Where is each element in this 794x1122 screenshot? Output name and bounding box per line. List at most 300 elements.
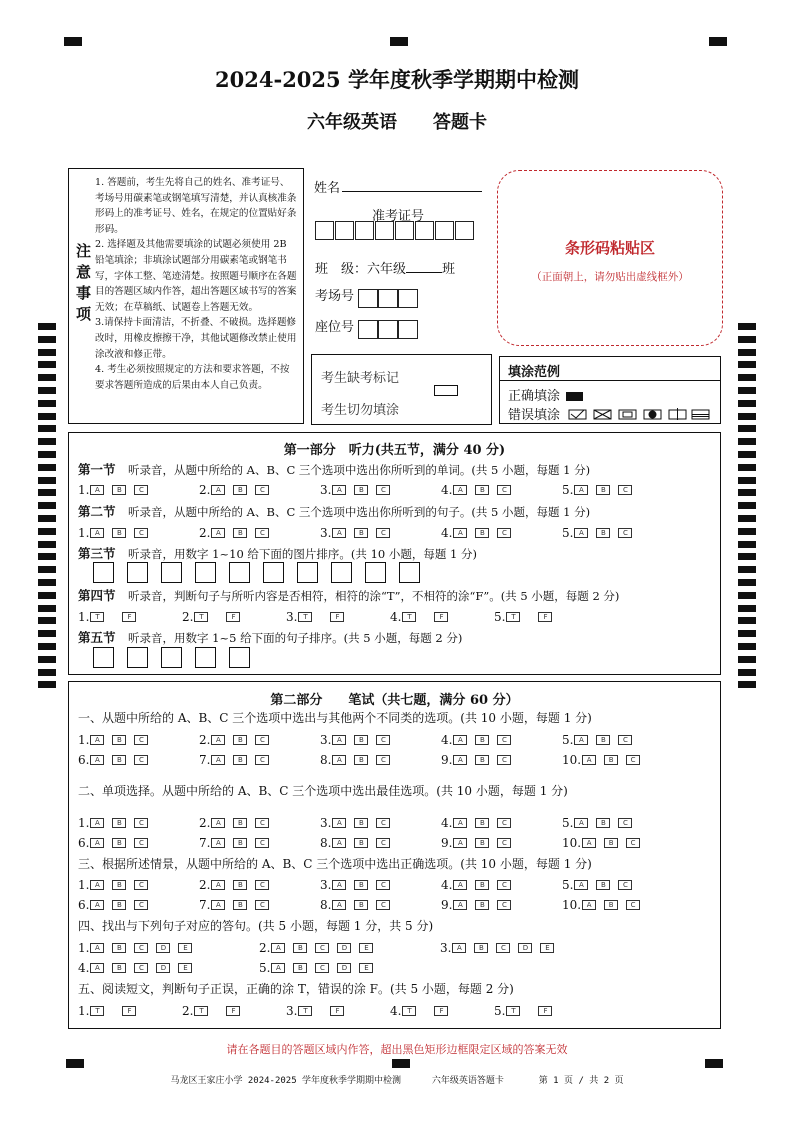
question-number: 2.	[199, 815, 211, 830]
question-item	[199, 752, 277, 767]
option-bubble-t[interactable]: T	[298, 612, 312, 622]
option-bubble-a[interactable]: A	[211, 838, 225, 848]
option-bubble-c[interactable]: C	[618, 880, 632, 890]
option-bubble-a[interactable]: A	[332, 900, 346, 910]
question-number: 4.	[78, 960, 90, 975]
option-bubble-a[interactable]: A	[211, 818, 225, 828]
option-bubble-a[interactable]: A	[332, 838, 346, 848]
option-bubble-b[interactable]: B	[354, 900, 368, 910]
option-bubble-c[interactable]: C	[497, 528, 511, 538]
option-bubble-a[interactable]: A	[574, 485, 588, 495]
option-bubble-b[interactable]: B	[475, 880, 489, 890]
timing-mark	[738, 592, 756, 599]
option-bubble-c[interactable]: C	[134, 963, 148, 973]
option-bubble-c[interactable]: C	[134, 943, 148, 953]
option-bubble-t[interactable]: T	[506, 612, 520, 622]
option-bubble-a[interactable]: A	[90, 963, 104, 973]
option-bubble-b[interactable]: B	[233, 755, 247, 765]
option-bubble-b[interactable]: B	[293, 963, 307, 973]
question-item	[78, 525, 156, 540]
option-bubble-c[interactable]: C	[376, 528, 390, 538]
question-number: 3.	[440, 940, 452, 955]
option-bubble-b[interactable]: B	[475, 755, 489, 765]
question-item	[78, 732, 156, 747]
option-bubble-b[interactable]: B	[233, 528, 247, 538]
option-bubble-b[interactable]: B	[596, 880, 610, 890]
option-bubble-c[interactable]: C	[618, 735, 632, 745]
option-bubble-c[interactable]: C	[497, 838, 511, 848]
option-bubble-d[interactable]: D	[337, 943, 351, 953]
order-box[interactable]	[195, 562, 216, 583]
timing-mark	[709, 37, 727, 46]
timing-mark	[738, 477, 756, 484]
timing-mark	[738, 617, 756, 624]
option-bubble-f[interactable]: F	[330, 612, 344, 622]
option-bubble-a[interactable]: A	[582, 755, 596, 765]
question-number: 1.	[78, 815, 90, 830]
question-number: 10.	[562, 897, 582, 912]
option-bubble-a[interactable]: A	[90, 485, 104, 495]
order-box[interactable]	[297, 562, 318, 583]
option-bubble-b[interactable]: B	[354, 485, 368, 495]
question-number: 6.	[78, 835, 90, 850]
option-bubble-b[interactable]: B	[112, 943, 126, 953]
barcode-title: 条形码粘贴区	[564, 239, 655, 257]
option-bubble-b[interactable]: B	[233, 880, 247, 890]
option-bubble-a[interactable]: A	[211, 528, 225, 538]
option-bubble-c[interactable]: C	[618, 485, 632, 495]
option-bubble-a[interactable]: A	[453, 838, 467, 848]
option-bubble-b[interactable]: B	[474, 943, 488, 953]
question-number: 5.	[259, 960, 271, 975]
p2-q5-instruction: 五、阅读短文，判断句子正误，正确的涂 T，错误的涂 F。(共 5 小题，每题 2 分)	[78, 982, 514, 996]
option-bubble-c[interactable]: C	[497, 900, 511, 910]
option-bubble-a[interactable]: A	[574, 880, 588, 890]
fill-example-box	[499, 356, 721, 424]
question-number: 8.	[320, 835, 332, 850]
filled-example-icon	[566, 392, 583, 401]
option-bubble-a[interactable]: A	[332, 818, 346, 828]
option-bubble-b[interactable]: B	[233, 900, 247, 910]
fill-example-title: 填涂范例	[508, 365, 561, 380]
timing-mark	[738, 643, 756, 650]
option-bubble-t[interactable]: T	[506, 1006, 520, 1016]
option-bubble-c[interactable]: C	[255, 485, 269, 495]
option-bubble-c[interactable]: C	[626, 900, 640, 910]
option-bubble-a[interactable]: A	[90, 838, 104, 848]
timing-mark	[390, 37, 408, 46]
order-box[interactable]	[365, 562, 386, 583]
question-item	[494, 609, 570, 624]
boundary-warning: 请在各题目的答题区域内作答，超出黑色矩形边框限定区域的答案无效	[226, 1043, 568, 1056]
timing-mark	[38, 566, 56, 573]
option-bubble-t[interactable]: T	[298, 1006, 312, 1016]
question-number: 10.	[562, 835, 582, 850]
option-bubble-a[interactable]: A	[90, 880, 104, 890]
order-box[interactable]	[195, 647, 216, 668]
absent-box	[311, 354, 492, 425]
question-number: 1.	[78, 1003, 90, 1018]
question-number: 3.	[286, 1003, 298, 1018]
timing-mark	[738, 656, 756, 663]
question-item	[441, 877, 519, 892]
question-item	[494, 1003, 570, 1018]
timing-mark	[738, 605, 756, 612]
option-bubble-b[interactable]: B	[112, 838, 126, 848]
option-bubble-b[interactable]: B	[475, 735, 489, 745]
option-bubble-a[interactable]: A	[453, 735, 467, 745]
option-bubble-b[interactable]: B	[596, 528, 610, 538]
option-bubble-a[interactable]: A	[211, 485, 225, 495]
absent-warn-label: 考生切勿填涂	[321, 403, 400, 418]
option-bubble-a[interactable]: A	[271, 963, 285, 973]
timing-mark	[38, 630, 56, 637]
option-bubble-b[interactable]: B	[354, 755, 368, 765]
option-bubble-c[interactable]: C	[376, 880, 390, 890]
option-bubble-b[interactable]: B	[475, 485, 489, 495]
option-bubble-c[interactable]: C	[376, 485, 390, 495]
question-number: 3.	[320, 732, 332, 747]
question-number: 4.	[390, 609, 402, 624]
option-bubble-f[interactable]: F	[434, 1006, 448, 1016]
option-bubble-c[interactable]: C	[497, 735, 511, 745]
p1-s3-boxes	[93, 562, 433, 583]
question-number: 4.	[390, 1003, 402, 1018]
timing-mark	[738, 425, 756, 432]
timing-mark	[738, 374, 756, 381]
timing-mark	[38, 643, 56, 650]
option-bubble-b[interactable]: B	[293, 943, 307, 953]
timing-mark	[38, 669, 56, 676]
page-subtitle: 六年级英语 答题卡	[307, 112, 487, 133]
option-bubble-c[interactable]: C	[376, 735, 390, 745]
option-bubble-c[interactable]: C	[255, 818, 269, 828]
question-item	[259, 960, 381, 975]
p1-s2-instruction: 第二节 听录音，从题中所给的 A、B、C 三个选项中选出你所听到的句子。(共 5 小题，每题 1 分)	[78, 504, 591, 519]
order-box[interactable]	[263, 562, 284, 583]
p1-s5-instruction: 第五节 听录音，用数字 1~5 给下面的句子排序。(共 5 小题，每题 2 分)	[78, 630, 463, 645]
option-bubble-t[interactable]: T	[194, 1006, 208, 1016]
option-bubble-b[interactable]: B	[596, 818, 610, 828]
option-bubble-c[interactable]: C	[134, 838, 148, 848]
timing-mark	[738, 336, 756, 343]
question-item	[78, 752, 156, 767]
option-bubble-d[interactable]: D	[337, 963, 351, 973]
option-bubble-b[interactable]: B	[233, 485, 247, 495]
question-item	[441, 835, 519, 850]
option-bubble-a[interactable]: A	[332, 880, 346, 890]
option-bubble-a[interactable]: A	[271, 943, 285, 953]
option-bubble-a[interactable]: A	[453, 900, 467, 910]
option-bubble-f[interactable]: F	[538, 1006, 552, 1016]
question-item	[78, 1003, 154, 1018]
option-bubble-c[interactable]: C	[497, 880, 511, 890]
option-bubble-b[interactable]: B	[604, 838, 618, 848]
option-bubble-e[interactable]: E	[178, 963, 192, 973]
option-bubble-a[interactable]: A	[574, 818, 588, 828]
order-box[interactable]	[93, 562, 114, 583]
option-bubble-b[interactable]: B	[475, 818, 489, 828]
notice-item: 4. 考生必须按照规定的方法和要求答题，不按要求答题所造成的后果由本人自己负责。	[95, 364, 290, 391]
option-bubble-a[interactable]: A	[211, 755, 225, 765]
option-bubble-b[interactable]: B	[475, 900, 489, 910]
question-item	[78, 815, 156, 830]
timing-mark	[38, 477, 56, 484]
option-bubble-a[interactable]: A	[453, 485, 467, 495]
option-bubble-d[interactable]: D	[518, 943, 532, 953]
class-field[interactable]	[406, 261, 442, 273]
option-bubble-e[interactable]: E	[359, 963, 373, 973]
timing-mark	[38, 425, 56, 432]
timing-mark	[38, 413, 56, 420]
option-bubble-c[interactable]: C	[255, 900, 269, 910]
notice-item: 3.请保持卡面清洁，不折叠、不破损。选择题修改时，用橡皮擦擦干净，其他试题修改禁止使用涂改液和修正带。	[95, 317, 297, 360]
timing-mark	[705, 1059, 723, 1068]
option-bubble-b[interactable]: B	[475, 838, 489, 848]
question-number: 3.	[320, 482, 332, 497]
option-bubble-c[interactable]: C	[376, 838, 390, 848]
option-bubble-a[interactable]: A	[90, 755, 104, 765]
question-item	[199, 525, 277, 540]
order-box[interactable]	[161, 647, 182, 668]
option-bubble-c[interactable]: C	[134, 735, 148, 745]
p1-s3-instruction: 第三节 听录音，用数字 1~10 给下面的图片排序。(共 10 小题，每题 1 分)	[78, 546, 477, 561]
option-bubble-b[interactable]: B	[233, 818, 247, 828]
timing-mark	[38, 387, 56, 394]
option-bubble-f[interactable]: F	[330, 1006, 344, 1016]
timing-mark	[738, 515, 756, 522]
option-bubble-b[interactable]: B	[604, 755, 618, 765]
timing-mark	[738, 438, 756, 445]
option-bubble-b[interactable]: B	[112, 880, 126, 890]
option-bubble-f[interactable]: F	[226, 612, 240, 622]
option-bubble-a[interactable]: A	[90, 735, 104, 745]
seat-row: 座位号	[315, 316, 418, 339]
p2-q3-instruction: 三、根据所述情景，从题中所给的 A、B、C 三个选项中选出正确选项。(共 10 小题，每题 1 分)	[78, 857, 592, 871]
option-bubble-b[interactable]: B	[596, 735, 610, 745]
option-bubble-a[interactable]: A	[90, 943, 104, 953]
option-bubble-b[interactable]: B	[475, 528, 489, 538]
timing-mark	[38, 438, 56, 445]
timing-mark	[392, 1059, 410, 1068]
order-box[interactable]	[229, 562, 250, 583]
option-bubble-c[interactable]: C	[496, 943, 510, 953]
timing-mark	[38, 605, 56, 612]
order-box[interactable]	[93, 647, 114, 668]
question-number: 1.	[78, 940, 90, 955]
timing-mark	[738, 541, 756, 548]
order-box[interactable]	[399, 562, 420, 583]
barcode-note: （正面朝上，请勿贴出虚线框外）	[531, 271, 689, 283]
option-bubble-b[interactable]: B	[604, 900, 618, 910]
option-bubble-a[interactable]: A	[453, 755, 467, 765]
option-bubble-b[interactable]: B	[354, 880, 368, 890]
question-number: 5.	[562, 525, 574, 540]
order-box[interactable]	[127, 647, 148, 668]
option-bubble-c[interactable]: C	[497, 485, 511, 495]
option-bubble-c[interactable]: C	[134, 528, 148, 538]
question-number: 3.	[320, 877, 332, 892]
option-bubble-d[interactable]: D	[156, 943, 170, 953]
question-item	[320, 897, 398, 912]
question-number: 6.	[78, 752, 90, 767]
option-bubble-a[interactable]: A	[452, 943, 466, 953]
option-bubble-a[interactable]: A	[90, 818, 104, 828]
option-bubble-e[interactable]: E	[540, 943, 554, 953]
option-bubble-a[interactable]: A	[332, 528, 346, 538]
option-bubble-b[interactable]: B	[112, 485, 126, 495]
question-number: 2.	[259, 940, 271, 955]
option-bubble-a[interactable]: A	[453, 818, 467, 828]
option-bubble-c[interactable]: C	[255, 735, 269, 745]
question-item	[199, 835, 277, 850]
option-bubble-b[interactable]: B	[112, 963, 126, 973]
page-title: 2024-2025 学年度秋季学期期中检测	[215, 67, 579, 92]
option-bubble-b[interactable]: B	[354, 735, 368, 745]
question-item	[199, 482, 277, 497]
option-bubble-a[interactable]: A	[453, 528, 467, 538]
option-bubble-a[interactable]: A	[574, 528, 588, 538]
question-number: 5.	[562, 732, 574, 747]
option-bubble-a[interactable]: A	[211, 735, 225, 745]
timing-mark	[738, 579, 756, 586]
question-item	[320, 482, 398, 497]
name-label: 姓名	[314, 181, 341, 196]
timing-mark	[38, 541, 56, 548]
class-row: 班 级：六年级 班	[315, 262, 456, 277]
question-item	[441, 897, 519, 912]
timing-mark	[738, 489, 756, 496]
option-bubble-b[interactable]: B	[112, 900, 126, 910]
option-bubble-b[interactable]: B	[112, 735, 126, 745]
timing-mark	[38, 489, 56, 496]
option-bubble-a[interactable]: A	[332, 485, 346, 495]
option-bubble-e[interactable]: E	[178, 943, 192, 953]
option-bubble-a[interactable]: A	[211, 900, 225, 910]
absent-checkbox[interactable]	[434, 385, 458, 396]
option-bubble-c[interactable]: C	[255, 528, 269, 538]
timing-mark	[738, 464, 756, 471]
option-bubble-b[interactable]: B	[112, 818, 126, 828]
option-bubble-e[interactable]: E	[359, 943, 373, 953]
option-bubble-a[interactable]: A	[582, 838, 596, 848]
option-bubble-c[interactable]: C	[497, 755, 511, 765]
question-number: 6.	[78, 897, 90, 912]
question-number: 8.	[320, 897, 332, 912]
question-number: 2.	[199, 877, 211, 892]
option-bubble-c[interactable]: C	[134, 818, 148, 828]
timing-mark	[38, 451, 56, 458]
option-bubble-f[interactable]: F	[122, 1006, 136, 1016]
timing-mark	[38, 400, 56, 407]
option-bubble-c[interactable]: C	[255, 880, 269, 890]
room-row: 考场号	[315, 285, 418, 308]
option-bubble-c[interactable]: C	[626, 838, 640, 848]
option-bubble-a[interactable]: A	[453, 880, 467, 890]
question-item	[441, 525, 519, 540]
question-item	[562, 835, 648, 850]
option-bubble-a[interactable]: A	[90, 528, 104, 538]
timing-mark	[38, 361, 56, 368]
order-box[interactable]	[229, 647, 250, 668]
option-bubble-c[interactable]: C	[134, 900, 148, 910]
option-bubble-c[interactable]: C	[255, 838, 269, 848]
option-bubble-c[interactable]: C	[134, 880, 148, 890]
question-number: 5.	[562, 877, 574, 892]
option-bubble-b[interactable]: B	[112, 528, 126, 538]
question-item	[441, 815, 519, 830]
option-bubble-b[interactable]: B	[233, 838, 247, 848]
option-bubble-c[interactable]: C	[255, 755, 269, 765]
timing-mark	[738, 413, 756, 420]
option-bubble-a[interactable]: A	[332, 755, 346, 765]
option-bubble-f[interactable]: F	[122, 612, 136, 622]
option-bubble-a[interactable]: A	[211, 880, 225, 890]
question-item	[320, 835, 398, 850]
order-box[interactable]	[161, 562, 182, 583]
question-number: 3.	[286, 609, 298, 624]
option-bubble-c[interactable]: C	[626, 755, 640, 765]
option-bubble-c[interactable]: C	[376, 900, 390, 910]
order-box[interactable]	[127, 562, 148, 583]
option-bubble-b[interactable]: B	[596, 485, 610, 495]
option-bubble-b[interactable]: B	[233, 735, 247, 745]
question-item	[182, 609, 258, 624]
option-bubble-f[interactable]: F	[434, 612, 448, 622]
option-bubble-c[interactable]: C	[134, 485, 148, 495]
option-bubble-t[interactable]: T	[90, 612, 104, 622]
timing-mark	[738, 451, 756, 458]
question-item	[78, 960, 200, 975]
option-bubble-a[interactable]: A	[90, 900, 104, 910]
option-bubble-f[interactable]: F	[538, 612, 552, 622]
option-bubble-t[interactable]: T	[194, 612, 208, 622]
question-item	[259, 940, 381, 955]
option-bubble-t[interactable]: T	[402, 612, 416, 622]
option-bubble-t[interactable]: T	[90, 1006, 104, 1016]
exam-no-grid[interactable]	[315, 221, 475, 240]
notice-item: 2. 选择题及其他需要填涂的试题必须使用 2B 铅笔填涂；非填涂试题部分用碳素笔或钢笔书写，字体工整、笔迹清楚。按照题号顺序在各题目的答题区域内作答，超出答题区域书写的答案无效；在草稿纸、试题卷上答题无效。	[95, 239, 297, 313]
option-bubble-b[interactable]: B	[112, 755, 126, 765]
option-bubble-c[interactable]: C	[376, 755, 390, 765]
option-bubble-t[interactable]: T	[402, 1006, 416, 1016]
option-bubble-c[interactable]: C	[315, 943, 329, 953]
option-bubble-b[interactable]: B	[354, 528, 368, 538]
option-bubble-b[interactable]: B	[354, 818, 368, 828]
option-bubble-c[interactable]: C	[618, 528, 632, 538]
question-number: 1.	[78, 525, 90, 540]
question-item	[320, 732, 398, 747]
option-bubble-c[interactable]: C	[134, 755, 148, 765]
question-number: 9.	[441, 752, 453, 767]
option-bubble-a[interactable]: A	[574, 735, 588, 745]
option-bubble-c[interactable]: C	[315, 963, 329, 973]
option-bubble-c[interactable]: C	[618, 818, 632, 828]
p1-s5-boxes	[93, 647, 263, 668]
p1-s1-instruction: 第一节 听录音，从题中所给的 A、B、C 三个选项中选出你所听到的单词。(共 5 小题，每题 1 分)	[78, 462, 591, 477]
order-box[interactable]	[331, 562, 352, 583]
option-bubble-a[interactable]: A	[582, 900, 596, 910]
option-bubble-c[interactable]: C	[376, 818, 390, 828]
option-bubble-c[interactable]: C	[497, 818, 511, 828]
question-number: 1.	[78, 482, 90, 497]
option-bubble-a[interactable]: A	[332, 735, 346, 745]
option-bubble-f[interactable]: F	[226, 1006, 240, 1016]
footer-subject: 六年级英语答题卡	[431, 1076, 504, 1086]
option-bubble-b[interactable]: B	[354, 838, 368, 848]
name-field[interactable]	[342, 191, 482, 192]
option-bubble-d[interactable]: D	[156, 963, 170, 973]
